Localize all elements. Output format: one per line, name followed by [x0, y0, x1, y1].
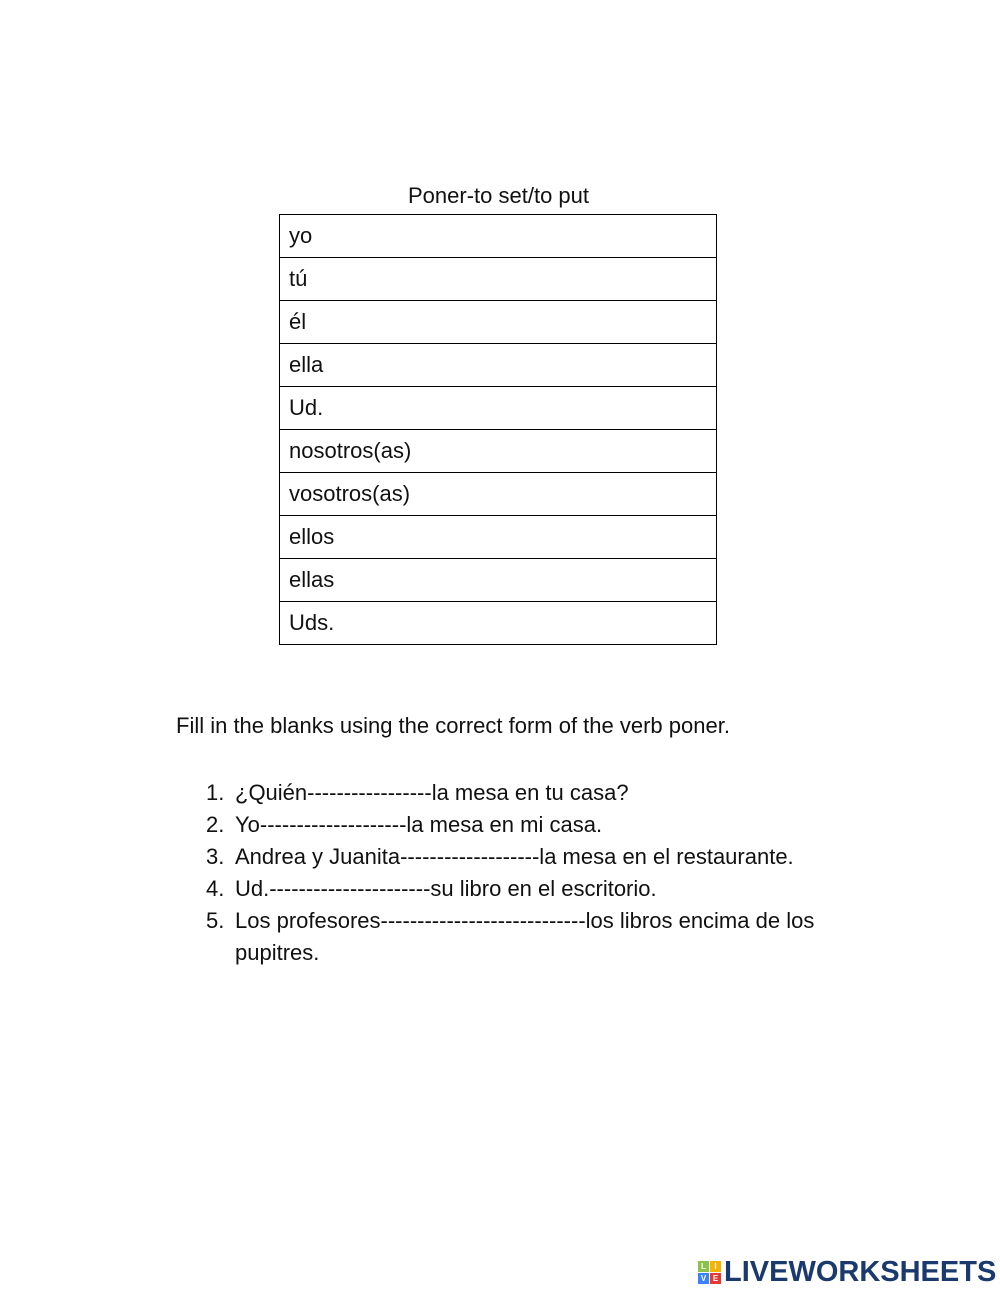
pronoun-cell: ellas	[280, 559, 717, 602]
exercise-text: Yo--------------------la mesa en mi casa.	[235, 812, 603, 837]
table-row	[280, 602, 717, 645]
exercise-text: ¿Quién-----------------la mesa en tu casa?	[235, 780, 629, 805]
exercise-number: 1.	[206, 780, 225, 805]
instructions: Fill in the blanks using the correct form of the verb poner.	[176, 713, 730, 738]
pronoun-cell: yo	[280, 215, 717, 258]
logo-cube: V	[698, 1273, 709, 1284]
exercise-list	[0, 777, 900, 969]
table-row	[280, 215, 717, 258]
exercise-number: 5.	[206, 908, 225, 933]
logo-cube: L	[698, 1261, 709, 1272]
pronoun-cell: Uds.	[280, 602, 717, 645]
pronoun-cell: tú	[280, 258, 717, 301]
exercise-number: 4.	[206, 876, 225, 901]
table-row	[280, 473, 717, 516]
exercise-item	[0, 809, 900, 841]
pronoun-cell: Ud.	[280, 387, 717, 430]
table-row	[280, 258, 717, 301]
table-row	[280, 387, 717, 430]
pronoun-cell: vosotros(as)	[280, 473, 717, 516]
liveworksheets-logo	[698, 1256, 996, 1289]
table-row	[280, 559, 717, 602]
exercise-text: Los profesores----------------------------los libros encima de los pupitres.	[235, 908, 815, 965]
exercise-number: 3.	[206, 844, 225, 869]
exercise-number: 2.	[206, 812, 225, 837]
table-row	[280, 430, 717, 473]
exercise-text: Andrea y Juanita-------------------la mesa en el restaurante.	[235, 844, 794, 869]
table-row	[280, 301, 717, 344]
pronoun-cell: ella	[280, 344, 717, 387]
logo-cube: E	[710, 1273, 721, 1284]
exercise-item	[0, 905, 900, 969]
logo-cubes-icon	[698, 1261, 721, 1284]
logo-text: LIVEWORKSHEETS	[724, 1256, 997, 1288]
table-title: Poner-to set/to put	[408, 183, 589, 208]
exercise-item	[0, 841, 900, 873]
exercise-text: Ud.----------------------su libro en el escritorio.	[235, 876, 657, 901]
conjugation-table	[279, 214, 717, 645]
exercise-item	[0, 873, 900, 905]
logo-cube: I	[710, 1261, 721, 1272]
pronoun-cell: nosotros(as)	[280, 430, 717, 473]
pronoun-cell: él	[280, 301, 717, 344]
exercise-item	[0, 777, 900, 809]
pronoun-cell: ellos	[280, 516, 717, 559]
table-row	[280, 344, 717, 387]
table-row	[280, 516, 717, 559]
